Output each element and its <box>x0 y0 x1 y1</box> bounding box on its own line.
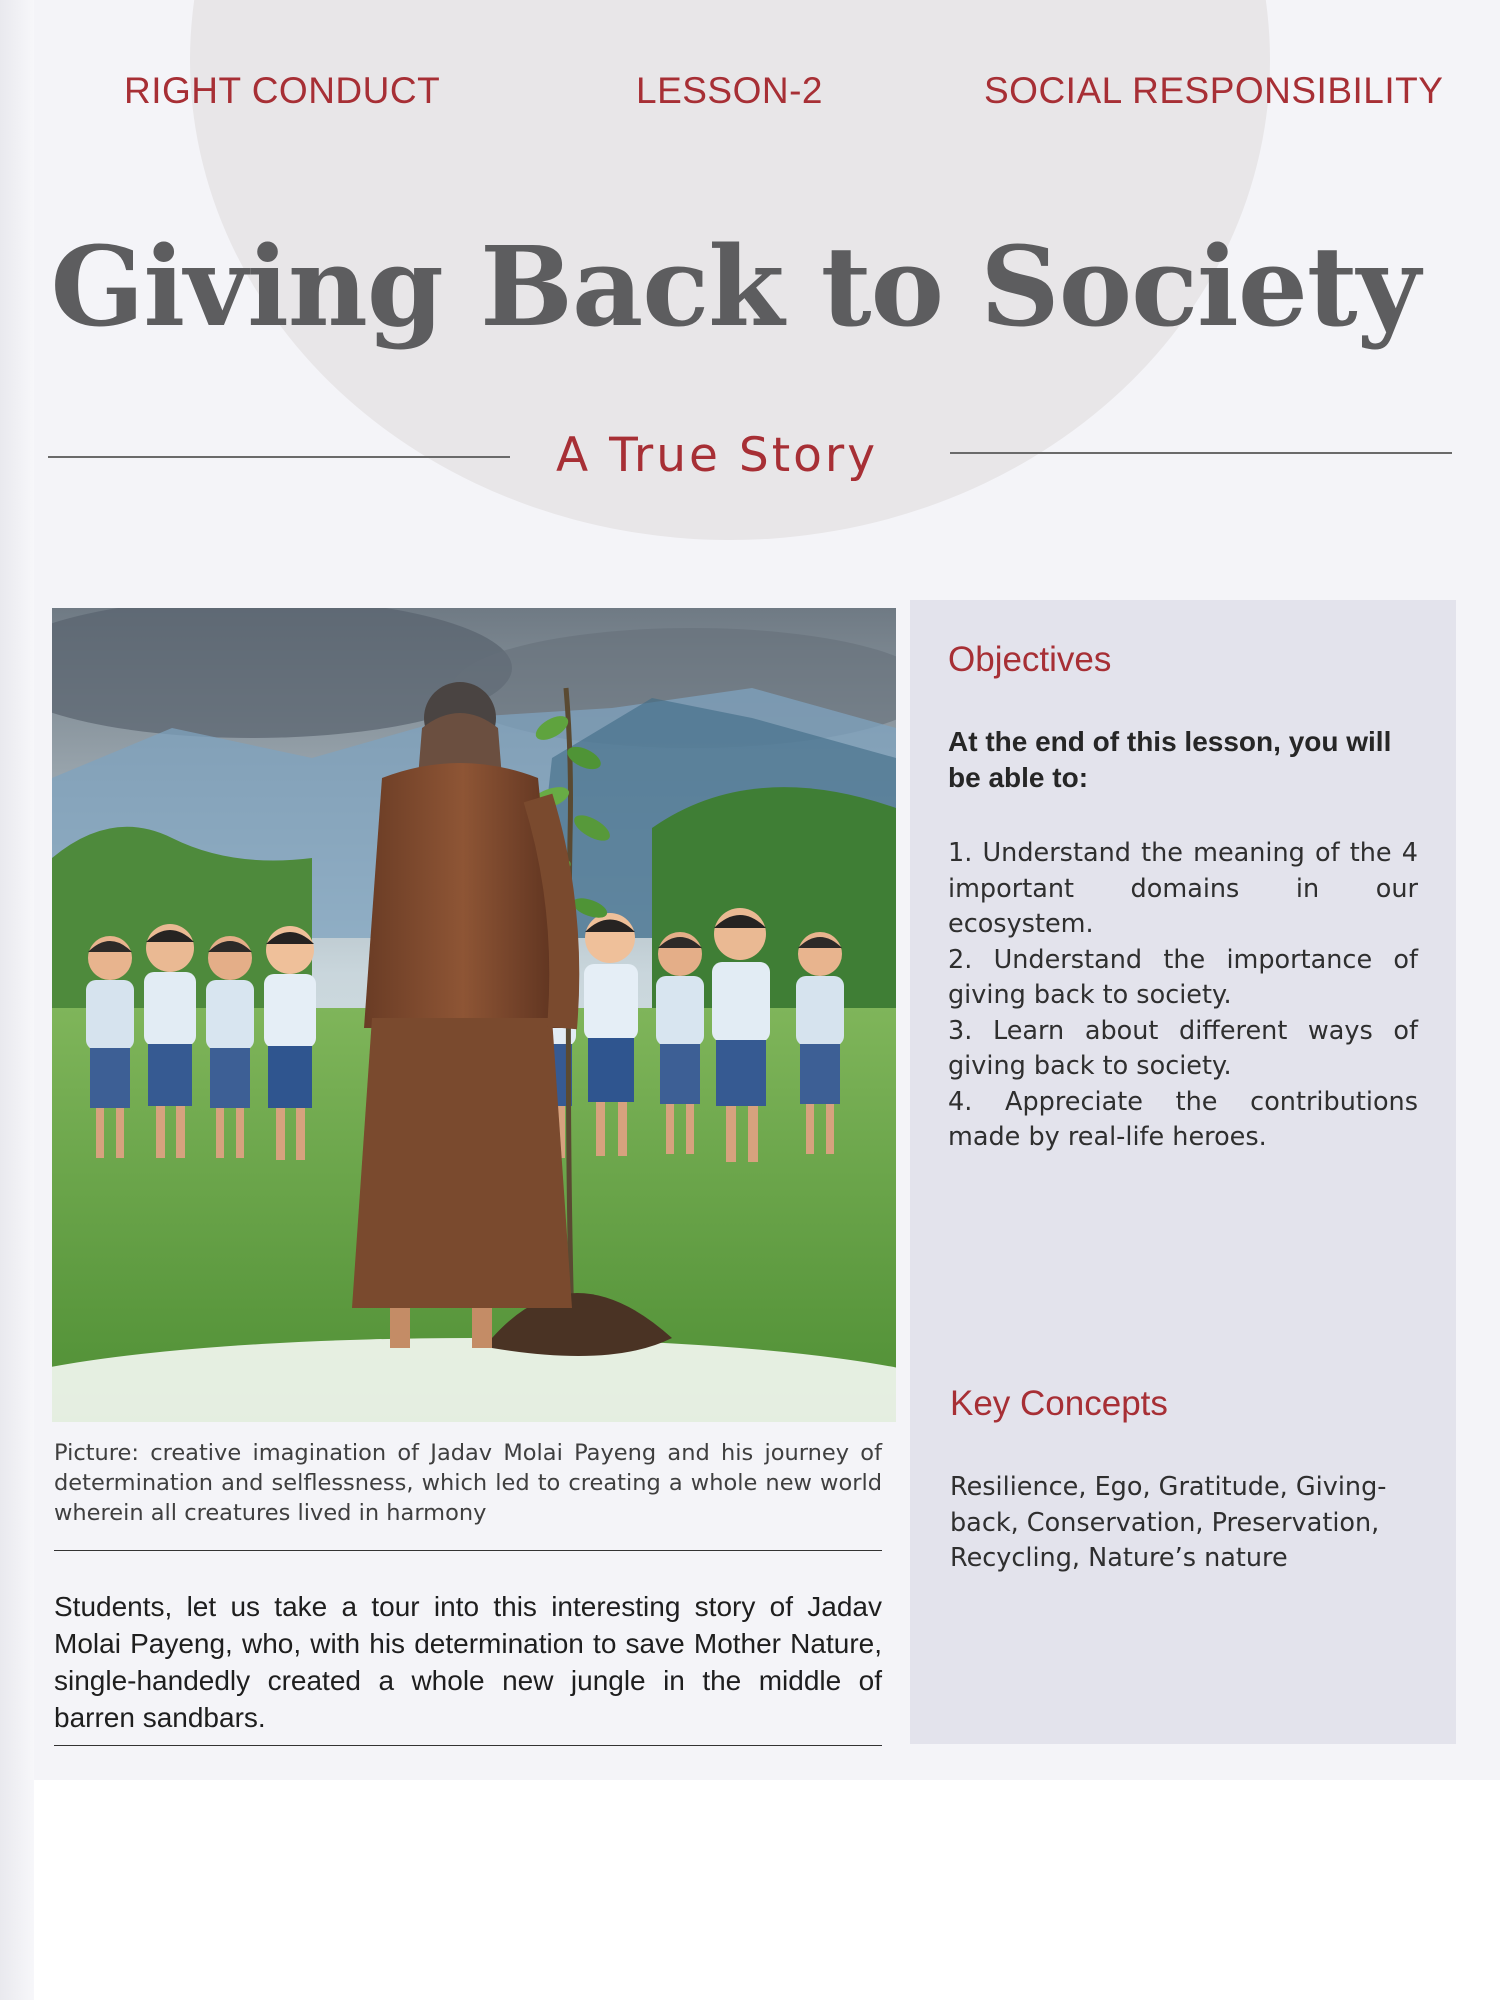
watercolor-edge <box>52 1338 896 1422</box>
objective-item: 4. Appreciate the contributions made by real-life heroes. <box>948 1086 1418 1152</box>
caption-divider <box>54 1550 882 1551</box>
subtitle-rule-right <box>950 452 1452 454</box>
objective-item: 1. Understand the meaning of the 4 important domains in our ecosystem. <box>948 838 1418 939</box>
objectives-intro: At the end of this lesson, you will be able to: <box>948 726 1392 793</box>
intro-paragraph: Students, let us take a tour into this interesting story of Jadav Molai Payeng, who, with his determination to save Mother Nature, single-handedly created a whole new jungle in the middle of barren sandbars. <box>54 1591 882 1733</box>
page-subtitle: A True Story <box>556 428 879 483</box>
objectives-list <box>948 836 1418 1156</box>
objective-item: 3. Learn about different ways of giving back to society. <box>948 1015 1418 1081</box>
story-illustration <box>52 608 896 1422</box>
header-social-responsibility: SOCIAL RESPONSIBILITY <box>984 70 1444 111</box>
illustration-artwork <box>52 608 896 1422</box>
objective-item: 2. Understand the importance of giving back to society. <box>948 944 1418 1010</box>
intro-divider <box>54 1745 882 1746</box>
subtitle-rule-left <box>48 456 510 458</box>
objectives-panel <box>910 600 1456 1744</box>
key-concepts-heading: Key Concepts <box>950 1384 1168 1423</box>
page-title: Giving Back to Society <box>50 222 1420 351</box>
key-concepts-text: Resilience, Ego, Gratitude, Giving-back, Conservation, Preservation, Recycling, Nature’s nature <box>950 1472 1387 1573</box>
illustration-caption: Picture: creative imagination of Jadav Molai Payeng and his journey of determination and selflessness, which led to creating a whole new world wherein all creatures lived in harmony <box>54 1440 882 1526</box>
objectives-heading: Objectives <box>948 640 1112 679</box>
header-right-conduct: RIGHT CONDUCT <box>124 70 441 111</box>
header-lesson-number: LESSON-2 <box>636 70 824 111</box>
